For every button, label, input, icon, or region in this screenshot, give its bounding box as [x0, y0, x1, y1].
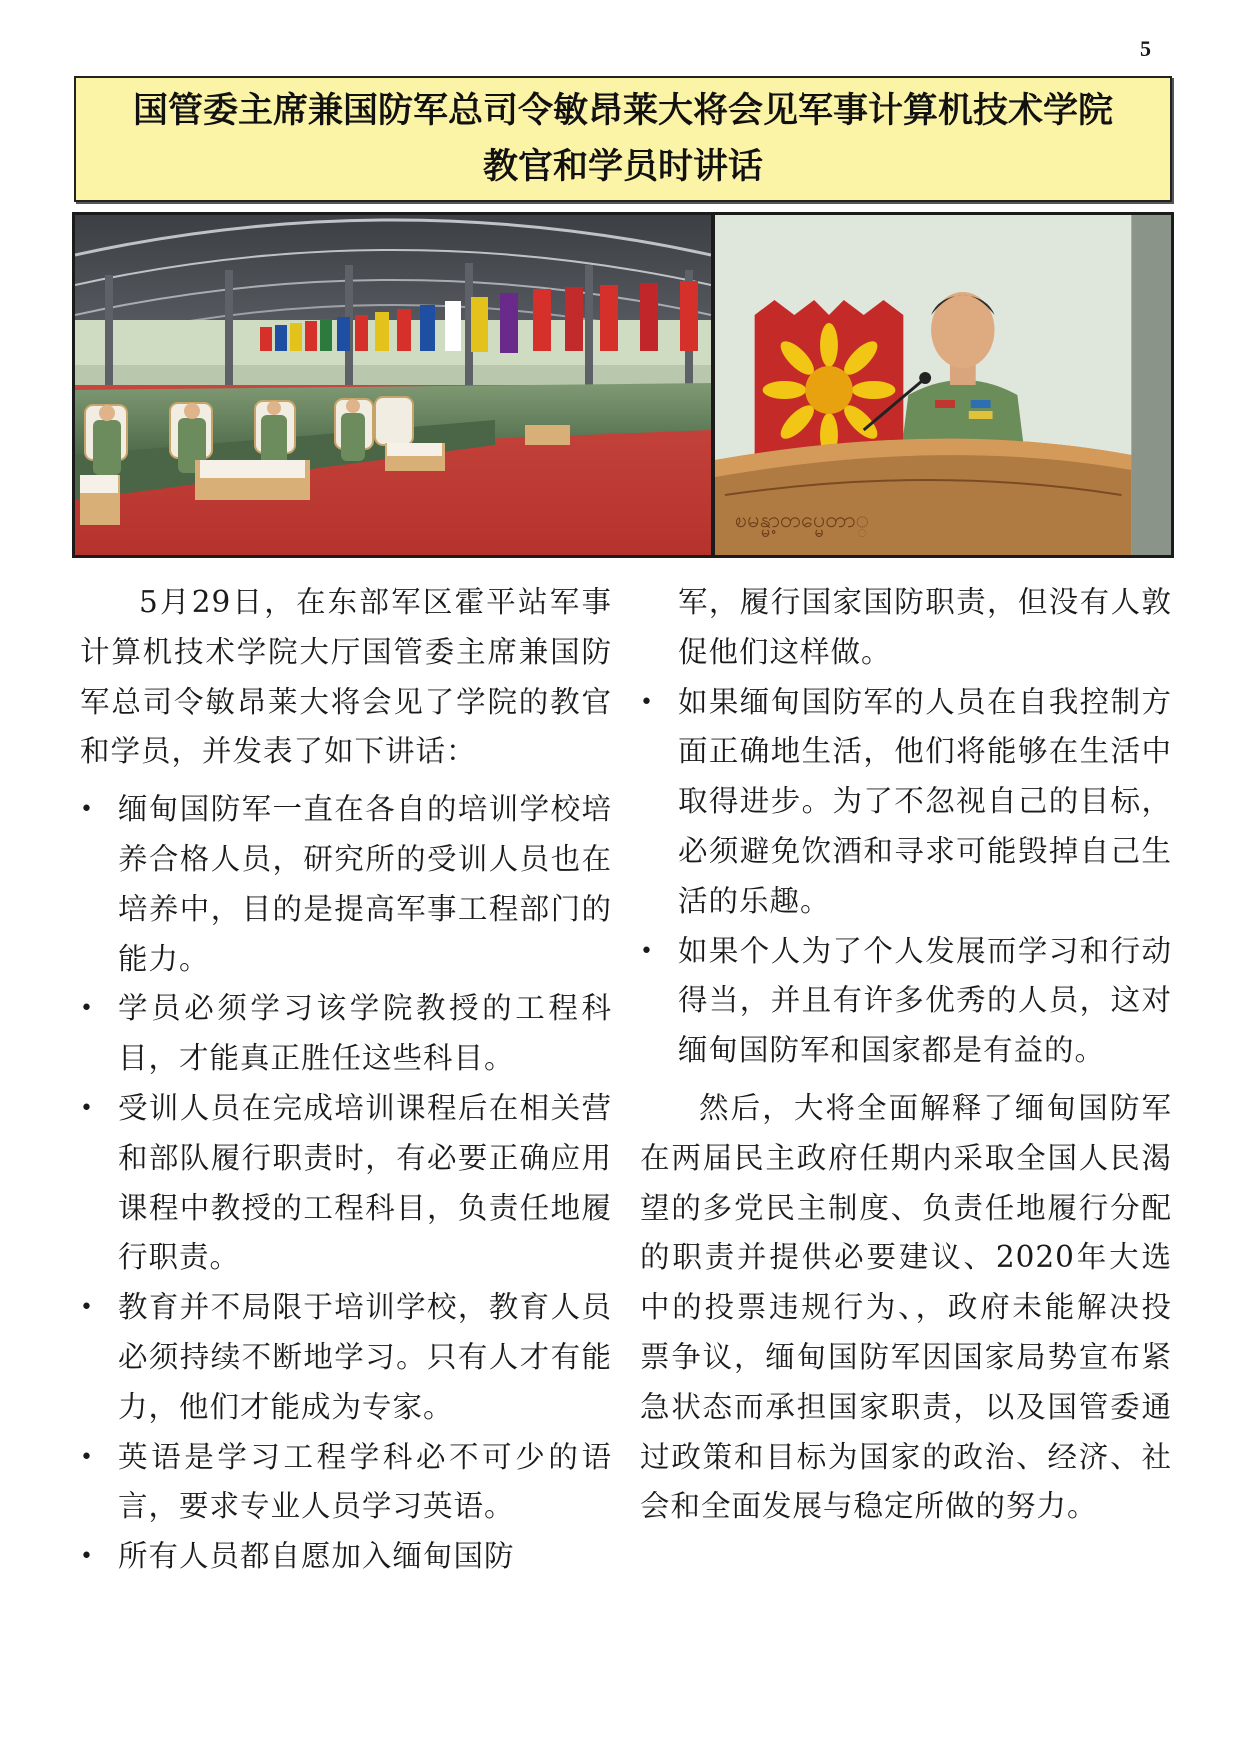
article-column-left: [80, 578, 612, 1582]
speaker-illustration: [715, 215, 1171, 555]
podium-inscription: ၿမန္မာ့တပ္မေတာ္: [734, 507, 870, 534]
bullet-item: [80, 1532, 612, 1582]
bullet-text: 缅甸国防军一直在各自的培训学校培养合格人员，研究所的受训人员也在培养中，目的是提高军事工程部门的能力。: [118, 792, 612, 976]
bullet-marker: •: [80, 996, 94, 1022]
closing-paragraph: 然后，大将全面解释了缅甸国防军在两届民主政府任期内采取全国人民渴望的多党民主制度、负责任地履行分配的职责并提供必要建议、2020年大选中的投票违规行为、，政府未能解决投票争议，缅甸国防军因国家局势宣布紧急状态而承担国家职责，以及国管委通过政策和目标为国家的政治、经济、社会和全面发展与稳定所做的努力。: [640, 1090, 1172, 1524]
assembly-hall-illustration: [75, 215, 711, 555]
bullet-continuation: 军，履行国家国防职责，但没有人敦促他们这样做。: [678, 585, 1172, 669]
bullet-item: [640, 678, 1172, 927]
bullet-marker: •: [80, 1444, 94, 1470]
headline-line-1: 国管委主席兼国防军总司令敏昂莱大将会见军事计算机技术学院: [132, 91, 1113, 131]
bullet-item: [80, 1433, 612, 1533]
bullet-marker: •: [640, 689, 654, 715]
bullet-marker: •: [80, 1544, 94, 1570]
bullet-text: 所有人员都自愿加入缅甸国防: [118, 1539, 515, 1574]
page-number: 5: [1140, 36, 1151, 61]
assembly-hall-photo: [75, 215, 711, 555]
bullet-item: [640, 927, 1172, 1076]
bullet-text: 学员必须学习该学院教授的工程科目，才能真正胜任这些科目。: [118, 991, 612, 1076]
bullet-text: 受训人员在完成培训课程后在相关营和部队履行职责时，有必要正确应用课程中教授的工程科目，负责任地履行职责。: [118, 1090, 612, 1275]
headline-line-2: 教官和学员时讲话: [482, 147, 763, 187]
speaker-podium-photo: [715, 215, 1171, 555]
headline-box: [74, 76, 1172, 202]
bullet-marker: •: [80, 1095, 94, 1121]
bullet-marker: •: [80, 1295, 94, 1321]
bullet-marker: •: [80, 797, 94, 823]
intro-paragraph: 5月29日，在东部军区霍平站军事计算机技术学院大厅国管委主席兼国防军总司令敏昂莱大将会见了学院的教官和学员，并发表了如下讲话：: [80, 585, 612, 769]
bullet-text: 教育并不局限于培训学校，教育人员必须持续不断地学习。只有人才有能力，他们才能成为专家。: [118, 1290, 612, 1424]
photo-strip: [72, 212, 1174, 558]
bullet-item: [80, 984, 612, 1084]
bullet-text: 英语是学习工程学科必不可少的语言，要求专业人员学习英语。: [118, 1439, 612, 1524]
article-column-right: [640, 578, 1172, 1532]
bullet-text: 如果缅甸国防军的人员在自我控制方面正确地生活，他们将能够在生活中取得进步。为了不忽视自己的目标，必须避免饮酒和寻求可能毁掉自己生活的乐趣。: [678, 684, 1172, 918]
bullet-item: [80, 785, 612, 984]
bullet-item: [80, 1283, 612, 1432]
bullet-item: [80, 1084, 612, 1283]
bullet-text: 如果个人为了个人发展而学习和行动得当，并且有许多优秀的人员，这对缅甸国防军和国家都是有益的。: [678, 933, 1172, 1068]
bullet-marker: •: [640, 938, 654, 964]
